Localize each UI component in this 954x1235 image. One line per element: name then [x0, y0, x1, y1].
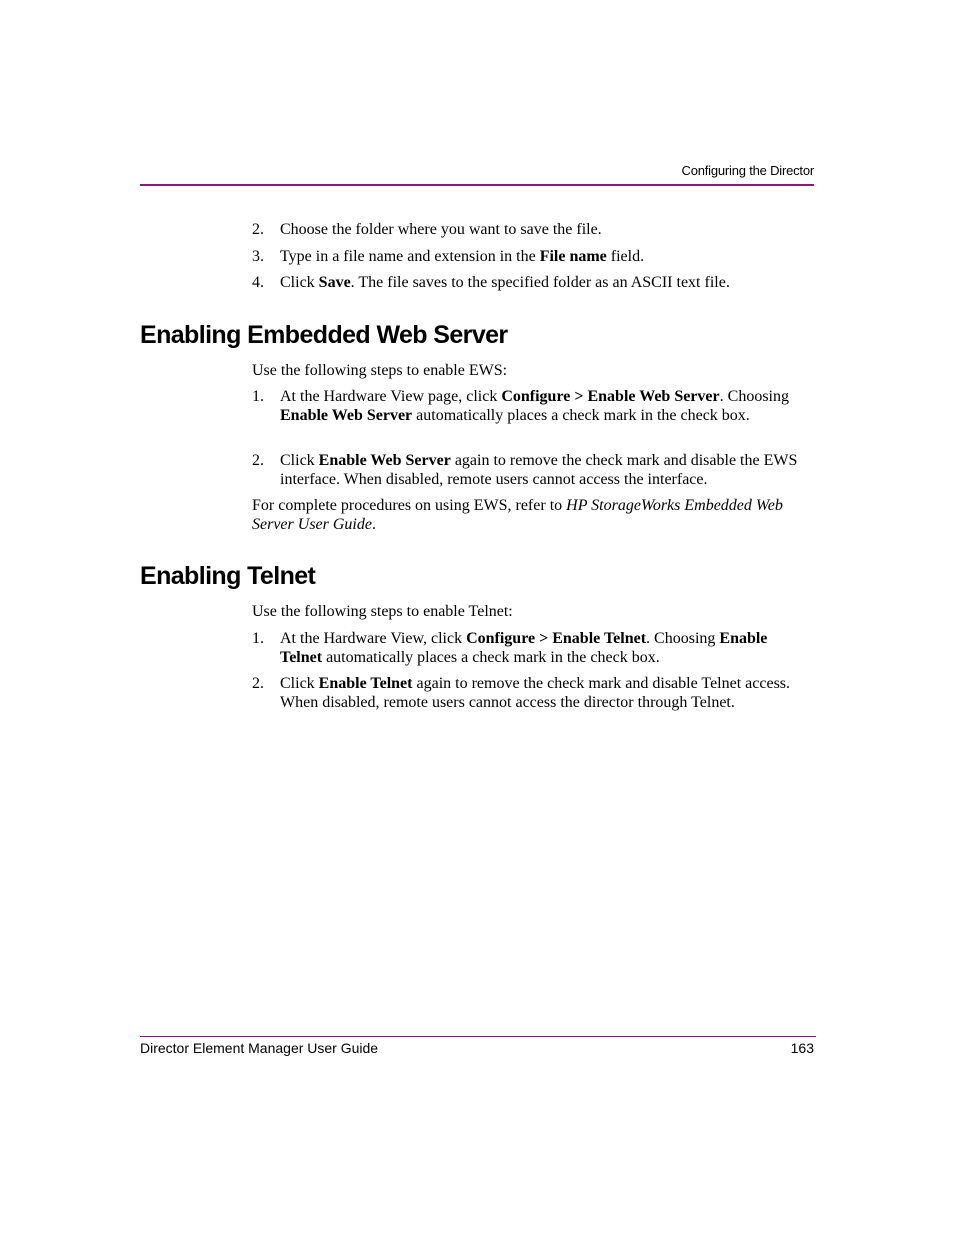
header-rule: [140, 184, 814, 186]
step-number: 2.: [252, 221, 264, 238]
step-text: Choose the folder where you want to save the file.: [280, 221, 602, 238]
footer-rule: [140, 1036, 816, 1037]
step-number: 4.: [252, 274, 264, 291]
step-text: Click Save. The file saves to the specified folder as an ASCII text file.: [280, 274, 730, 291]
step-text: At the Hardware View, click Configure > Enable Telnet. Choosing Enable Telnet automatically places a check mark in the check box.: [280, 630, 768, 666]
list-item: [252, 220, 812, 239]
list-item: [252, 451, 812, 489]
step-text: Click Enable Web Server again to remove the check mark and disable the EWS interface. When disabled, remote users cannot access the interface.: [280, 452, 798, 488]
footer-guide-title: Director Element Manager User Guide: [140, 1040, 379, 1056]
list-item: [252, 674, 812, 712]
section-intro: Use the following steps to enable EWS:: [252, 362, 508, 379]
step-text: At the Hardware View page, click Configure > Enable Web Server. Choosing Enable Web Server automatically places a check mark in the check box.: [280, 388, 789, 424]
step-text: Click Enable Telnet again to remove the check mark and disable Telnet access. When disabled, remote users cannot access the director through Telnet.: [280, 675, 791, 711]
guide-reference: HP StorageWorks Embedded Web Server User Guide: [252, 497, 783, 533]
list-item: [252, 273, 812, 292]
step-number: 2.: [252, 452, 264, 469]
step-number: 1.: [252, 630, 264, 647]
section-intro: Use the following steps to enable Telnet:: [252, 603, 513, 620]
page-number: 163: [790, 1040, 814, 1056]
reference-paragraph: For complete procedures on using EWS, refer to HP StorageWorks Embedded Web Server User Guide.: [252, 497, 783, 533]
list-item: [252, 629, 812, 667]
section-title-ews: Enabling Embedded Web Server: [140, 321, 508, 349]
step-number: 3.: [252, 248, 264, 265]
section-title-telnet: Enabling Telnet: [140, 562, 316, 590]
running-header: Configuring the Director: [681, 163, 814, 178]
step-number: 1.: [252, 388, 264, 405]
step-number: 2.: [252, 675, 264, 692]
step-text: Type in a file name and extension in the File name field.: [280, 248, 645, 265]
list-item: [252, 387, 812, 425]
list-item: [252, 247, 812, 266]
